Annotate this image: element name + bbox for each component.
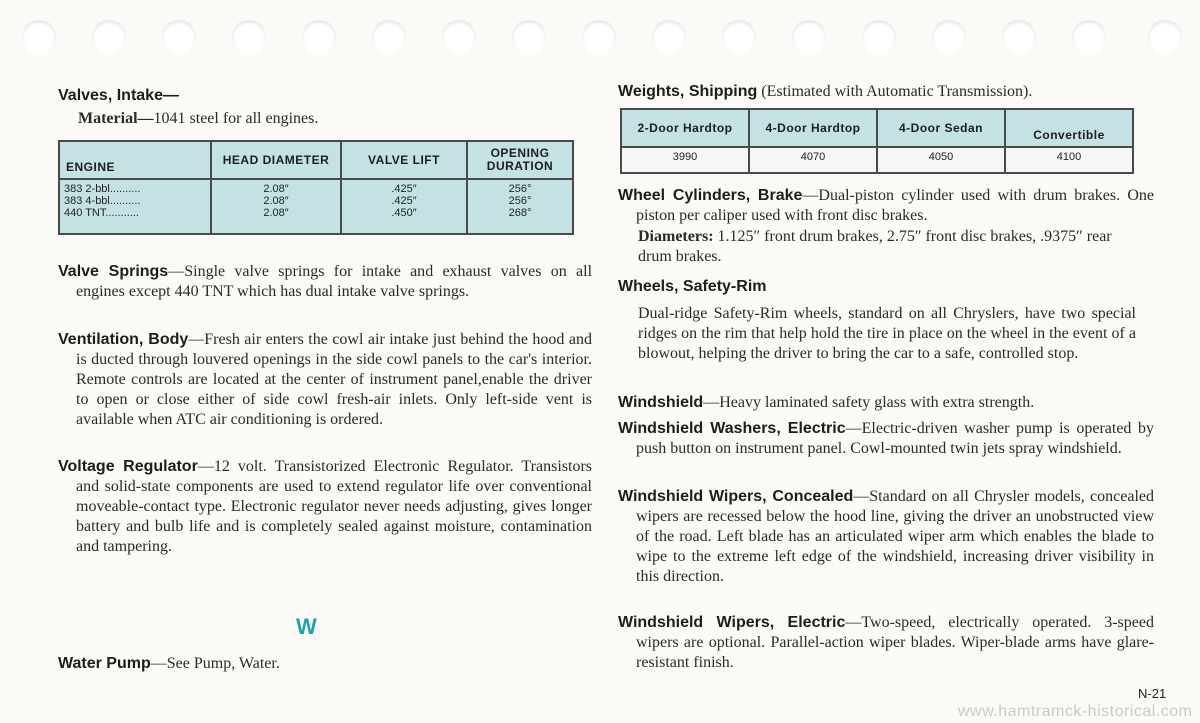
binder-hole	[302, 20, 336, 54]
binder-hole	[372, 20, 406, 54]
voltage-regulator-heading: Voltage Regulator	[58, 458, 198, 475]
binder-hole	[22, 20, 56, 54]
water-pump-entry	[58, 654, 574, 674]
wipers-concealed-entry	[618, 487, 1154, 587]
page-number: N-21	[1138, 686, 1167, 701]
wipers-concealed-text: —Standard on all Chrysler models, concealed wipers are recessed below the hood line, giving the driver an unobstructed view of the road. Left blade has an articulated wiper arm which enables the blade to wipe to the extreme left edge of the windshield, increasing driver visibility in this direction.	[636, 488, 1155, 585]
weights-shipping-heading: Weights, Shipping	[618, 83, 758, 100]
water-pump-text: —See Pump, Water.	[150, 655, 280, 672]
material-line	[78, 109, 594, 129]
binder-hole	[582, 20, 616, 54]
engine-name: 383 2-bbl..........	[64, 183, 141, 195]
windshield-washers-heading: Windshield Washers, Electric	[618, 420, 846, 437]
watermark: www.hamtramck-historical.com	[958, 703, 1193, 720]
binder-hole	[932, 20, 966, 54]
opening-duration-value: 256°	[508, 195, 532, 207]
weights-shipping-note: (Estimated with Automatic Transmission).	[757, 83, 1033, 100]
header-engine: ENGINE	[59, 141, 211, 179]
water-pump-heading: Water Pump	[58, 655, 151, 672]
binder-hole	[652, 20, 686, 54]
engine-name: 440 TNT...........	[64, 207, 139, 219]
binder-hole	[1148, 20, 1182, 54]
wheel-cylinders-heading: Wheel Cylinders, Brake	[618, 187, 803, 204]
valve-lift-value: .450″	[391, 207, 417, 219]
diameters-label: Diameters:	[638, 228, 714, 245]
head-diameter-cell	[211, 179, 341, 234]
weight-value: 4050	[877, 147, 1005, 173]
material-text: 1041 steel for all engines.	[153, 110, 319, 127]
wipers-concealed-heading: Windshield Wipers, Concealed	[618, 488, 854, 505]
head-diameter-value: 2.08″	[263, 207, 289, 219]
binder-hole	[862, 20, 896, 54]
binder-hole	[162, 20, 196, 54]
opening-duration-value: 268°	[508, 207, 532, 219]
binder-hole	[792, 20, 826, 54]
wipers-electric-heading: Windshield Wipers, Electric	[618, 614, 846, 631]
binder-hole	[92, 20, 126, 54]
header-head-diameter: HEAD DIAMETER	[211, 141, 341, 179]
binder-hole	[1002, 20, 1036, 54]
binder-hole	[512, 20, 546, 54]
valve-spec-table	[58, 140, 574, 235]
binder-hole	[442, 20, 476, 54]
binder-holes	[0, 20, 1200, 60]
ventilation-entry	[58, 330, 592, 430]
weight-value: 3990	[621, 147, 749, 173]
material-label: Material—	[78, 110, 154, 127]
valve-lift-value: .425″	[391, 183, 417, 195]
binder-hole	[1072, 20, 1106, 54]
valve-lift-cell	[341, 179, 467, 234]
weight-value: 4100	[1005, 147, 1133, 173]
weight-value: 4070	[749, 147, 877, 173]
windshield-washers-entry	[618, 419, 1154, 459]
weights-table	[620, 108, 1134, 174]
windshield-heading: Windshield	[618, 394, 704, 411]
wheels-safety-rim-text: Dual-ridge Safety-Rim wheels, standard on all Chryslers, have two special ridges on the rim that help hold the tire in place on the wheel in the event of a blowout, helping the driver to bring the car to a safe, controlled stop.	[638, 305, 1136, 362]
weights-shipping-line	[618, 82, 1136, 102]
diameters-text: 1.125″ front drum brakes, 2.75″ front disc brakes, .9375″ rear drum brakes.	[638, 228, 1112, 265]
windshield-entry	[618, 393, 1154, 413]
header-convertible: Convertible	[1005, 109, 1133, 147]
head-diameter-value: 2.08″	[263, 195, 289, 207]
section-letter: W	[296, 614, 317, 639]
head-diameter-value: 2.08″	[263, 183, 289, 195]
opening-duration-cell	[467, 179, 573, 234]
wheel-cylinders-entry	[618, 186, 1154, 226]
valve-lift-value: .425″	[391, 195, 417, 207]
header-4-door-hardtop: 4-Door Hardtop	[749, 109, 877, 147]
header-valve-lift: VALVE LIFT	[341, 141, 467, 179]
header-4-door-sedan: 4-Door Sedan	[877, 109, 1005, 147]
header-opening-duration: OPENING DURATION	[467, 141, 573, 179]
opening-duration-value: 256°	[508, 183, 532, 195]
binder-hole	[232, 20, 266, 54]
diameters-line	[638, 227, 1136, 267]
binder-hole	[722, 20, 756, 54]
windshield-text: —Heavy laminated safety glass with extra strength.	[703, 394, 1035, 411]
wheels-safety-rim-heading: Wheels, Safety-Rim	[618, 278, 767, 295]
wipers-electric-text: —Two-speed, electrically operated. 3-speed wipers are optional. Parallel-action wiper blades. Wiper-blade arms have glare-resistant finish.	[636, 614, 1154, 671]
voltage-regulator-entry	[58, 457, 592, 557]
ventilation-text: —Fresh air enters the cowl air intake just behind the hood and is ducted through louvered openings in the side cowl panels to the car's interior. Remote controls are located at the center of instrument panel,enable the driver to open or close either of side cowl fresh-air inlets. Only left-side vent is available when ATC air conditioning is ordered.	[76, 331, 592, 428]
wipers-electric-entry	[618, 613, 1154, 673]
voltage-regulator-text: —12 volt. Transistorized Electronic Regulator. Transistors and solid-state components are used to extend regulator life over conventional moveable-contact type. Electronic regulator never needs adjusting, gives longer battery and bulb life and is completely sealed against moisture, contamination and tampering.	[76, 458, 593, 555]
ventilation-heading: Ventilation, Body	[58, 331, 189, 348]
valves-intake-heading: Valves, Intake—	[58, 87, 179, 104]
header-2-door-hardtop: 2-Door Hardtop	[621, 109, 749, 147]
valve-springs-heading: Valve Springs	[58, 263, 169, 280]
valve-springs-text: —Single valve springs for intake and exhaust valves on all engines except 440 TNT which has dual intake valve springs.	[76, 263, 593, 300]
engine-name: 383 4-bbl..........	[64, 195, 141, 207]
windshield-washers-text: —Electric-driven washer pump is operated by push button on instrument panel. Cowl-mounted twin jets spray windshield.	[636, 420, 1155, 457]
valve-springs-entry	[58, 262, 592, 302]
engine-cell	[59, 179, 211, 234]
wheel-cylinders-text: —Dual-piston cylinder used with drum brakes. One piston per caliper used with front disc brakes.	[636, 187, 1154, 224]
